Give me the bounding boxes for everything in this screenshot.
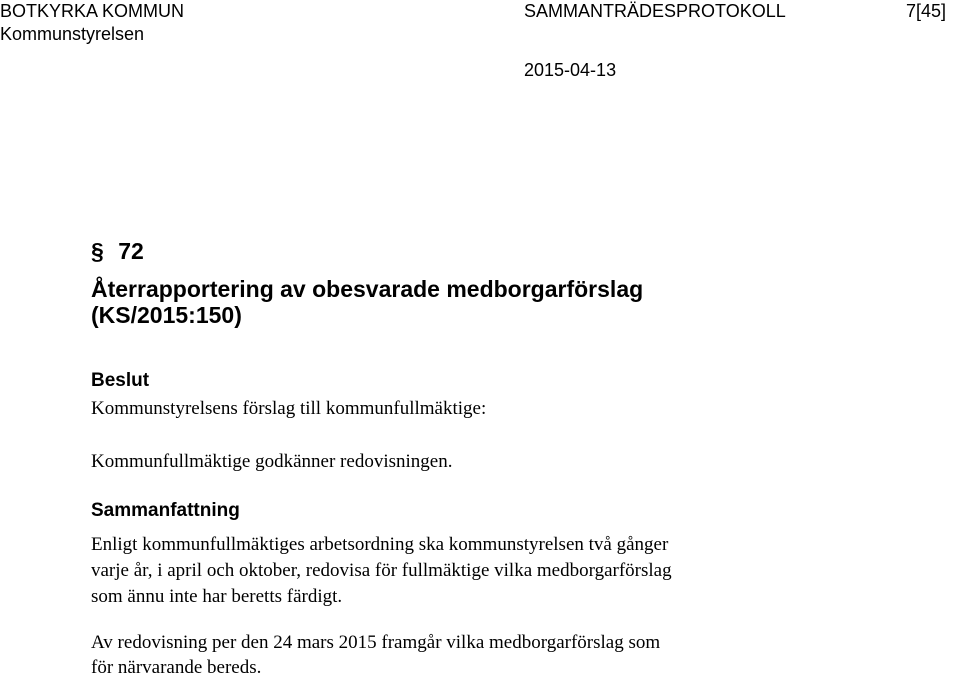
header-unit: Kommunstyrelsen (0, 24, 145, 44)
paragraph-symbol: § (91, 238, 104, 264)
beslut-heading: Beslut (91, 370, 150, 391)
section-title-line1: Återrapportering av obesvarade medborgarförslag (91, 276, 644, 302)
header-doc-type: SAMMANTRÄDESPROTOKOLL (524, 1, 786, 21)
header-org: BOTKYRKA KOMMUN (0, 1, 185, 21)
header-page-number: 7[45] (906, 1, 947, 21)
sammanfattning-heading: Sammanfattning (91, 500, 240, 521)
sammanfattning-para1-line1: Enligt kommunfullmäktiges arbetsordning ska kommunstyrelsen två gånger (91, 534, 669, 555)
beslut-line1: Kommunstyrelsens förslag till kommunfullmäktige: (91, 398, 487, 419)
sammanfattning-para1-line2: varje år, i april och oktober, redovisa för fullmäktige vilka medborgarförslag (91, 560, 672, 581)
section-number-value: 72 (118, 238, 144, 264)
sammanfattning-para2-line1: Av redovisning per den 24 mars 2015 framgår vilka medborgarförslag som (91, 632, 661, 653)
section-number (91, 238, 144, 264)
section-title-line2: (KS/2015:150) (91, 302, 242, 328)
sammanfattning-para1-line3: som ännu inte har beretts färdigt. (91, 586, 343, 607)
header-date: 2015-04-13 (524, 60, 617, 80)
beslut-line2: Kommunfullmäktige godkänner redovisningen. (91, 451, 453, 472)
sammanfattning-para2-line2: för närvarande bereds. (91, 657, 262, 678)
